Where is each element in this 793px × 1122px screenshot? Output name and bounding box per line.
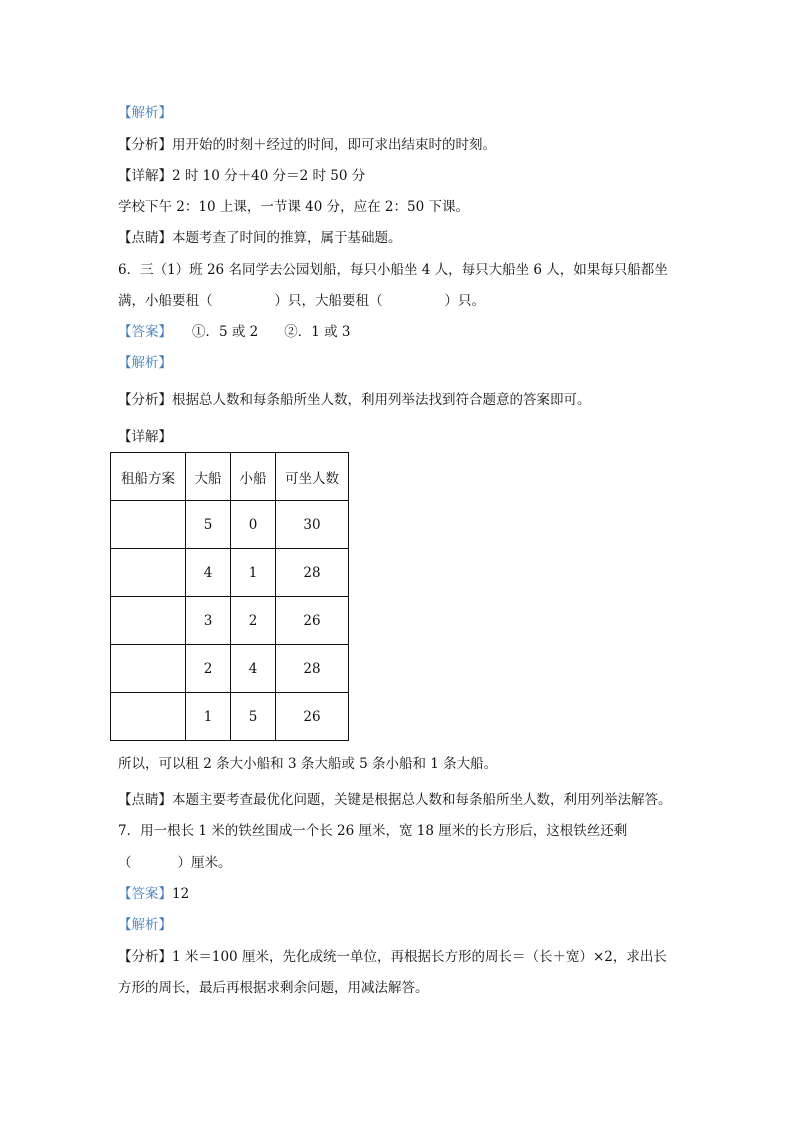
q6-blank-suffix: ）只。 [444,293,485,309]
answer-value: 12 [172,886,190,902]
table-cell: 5 [186,501,231,549]
table-cell: 28 [276,549,349,597]
question-6-stem-line1: 6．三（1）班 26 名同学去公园划船，每只小船坐 4 人，每只大船坐 6 人，如果每只船都坐 [118,262,668,278]
table-cell: 4 [231,645,276,693]
table-cell: 26 [276,597,349,645]
header-big-boat: 大船 [186,453,231,501]
table-row [111,693,349,741]
table-cell: 0 [231,501,276,549]
conclusion-q6: 所以，可以租 2 条大小船和 3 条大船或 5 条小船和 1 条大船。 [118,756,498,772]
fenxi-text: 用开始的时刻＋经过的时间，即可求出结束时的时刻。 [172,137,496,153]
header-capacity: 可坐人数 [276,453,349,501]
fenxi-text: 1 米＝100 厘米，先化成统一单位，再根据长方形的周长＝（长＋宽）×2，求出长 [172,949,667,965]
table-cell: 1 [231,549,276,597]
question-6-stem-line2 [118,291,485,311]
analysis-heading-q5: 【解析】 [118,105,172,121]
table-cell [111,549,186,597]
table-cell [111,501,186,549]
table-cell [111,645,186,693]
header-small-boat: 小船 [231,453,276,501]
table-cell: 26 [276,693,349,741]
fenxi-text: 根据总人数和每条船所坐人数，利用列举法找到符合题意的答案即可。 [172,392,591,408]
answer-1: ①．5 或 2 [192,324,259,340]
table-cell: 28 [276,645,349,693]
dianjing-text: 本题考查了时间的推算，属于基础题。 [172,230,402,246]
table-cell [111,597,186,645]
table-cell [111,693,186,741]
dianjing-label: 【点睛】 [118,230,172,246]
explain-q5: 学校下午 2：10 上课，一节课 40 分，应在 2：50 下课。 [118,199,469,215]
table-cell: 5 [231,693,276,741]
table-row [111,645,349,693]
boat-plan-table [110,452,349,741]
detail-heading-q6: 【详解】 [118,429,172,445]
answer-q6 [118,322,351,342]
table-cell: 2 [231,597,276,645]
dianjing-q6 [118,790,672,810]
analysis-heading-q6: 【解析】 [118,355,172,371]
analysis-fenxi-q6 [118,390,591,410]
q7-blank-suffix: ）厘米。 [177,855,232,871]
table-row [111,597,349,645]
q6-blank-prefix: 满，小船要租（ [118,293,213,309]
header-plan: 租船方案 [111,453,186,501]
question-7-stem-line1: 7．用一根长 1 米的铁丝围成一个长 26 厘米，宽 18 厘米的长方形后，这根铁丝还剩 [118,823,628,839]
xiangjie-text: 2 时 10 分＋40 分＝2 时 50 分 [172,168,366,184]
table-row [111,501,349,549]
answer-label: 【答案】 [118,886,172,902]
fenxi-label: 【分析】 [118,392,172,408]
answer-2: ②．1 或 3 [284,324,351,340]
q7-blank-prefix: （ [118,855,132,871]
analysis-fenxi-q7-line2: 方形的周长，最后再根据求剩余问题，用减法解答。 [118,980,429,996]
fenxi-label: 【分析】 [118,949,172,965]
table-cell: 30 [276,501,349,549]
answer-label: 【答案】 [118,324,172,340]
dianjing-text: 本题主要考查最优化问题，关键是根据总人数和每条船所坐人数，利用列举法解答。 [172,792,672,808]
table-cell: 4 [186,549,231,597]
analysis-heading-q7: 【解析】 [118,917,172,933]
question-7-stem-line2 [118,853,232,873]
analysis-fenxi-q5 [118,135,496,155]
table-cell: 2 [186,645,231,693]
table-row [111,549,349,597]
xiangjie-label: 【详解】 [118,168,172,184]
table-cell: 1 [186,693,231,741]
table-header-row [111,453,349,501]
fenxi-label: 【分析】 [118,137,172,153]
analysis-fenxi-q7-line1 [118,947,667,967]
dianjing-label: 【点睛】 [118,792,172,808]
answer-q7 [118,884,189,904]
q6-blank-middle: ）只，大船要租（ [274,293,383,309]
table-cell: 3 [186,597,231,645]
detail-q5 [118,166,365,186]
dianjing-q5 [118,228,402,248]
